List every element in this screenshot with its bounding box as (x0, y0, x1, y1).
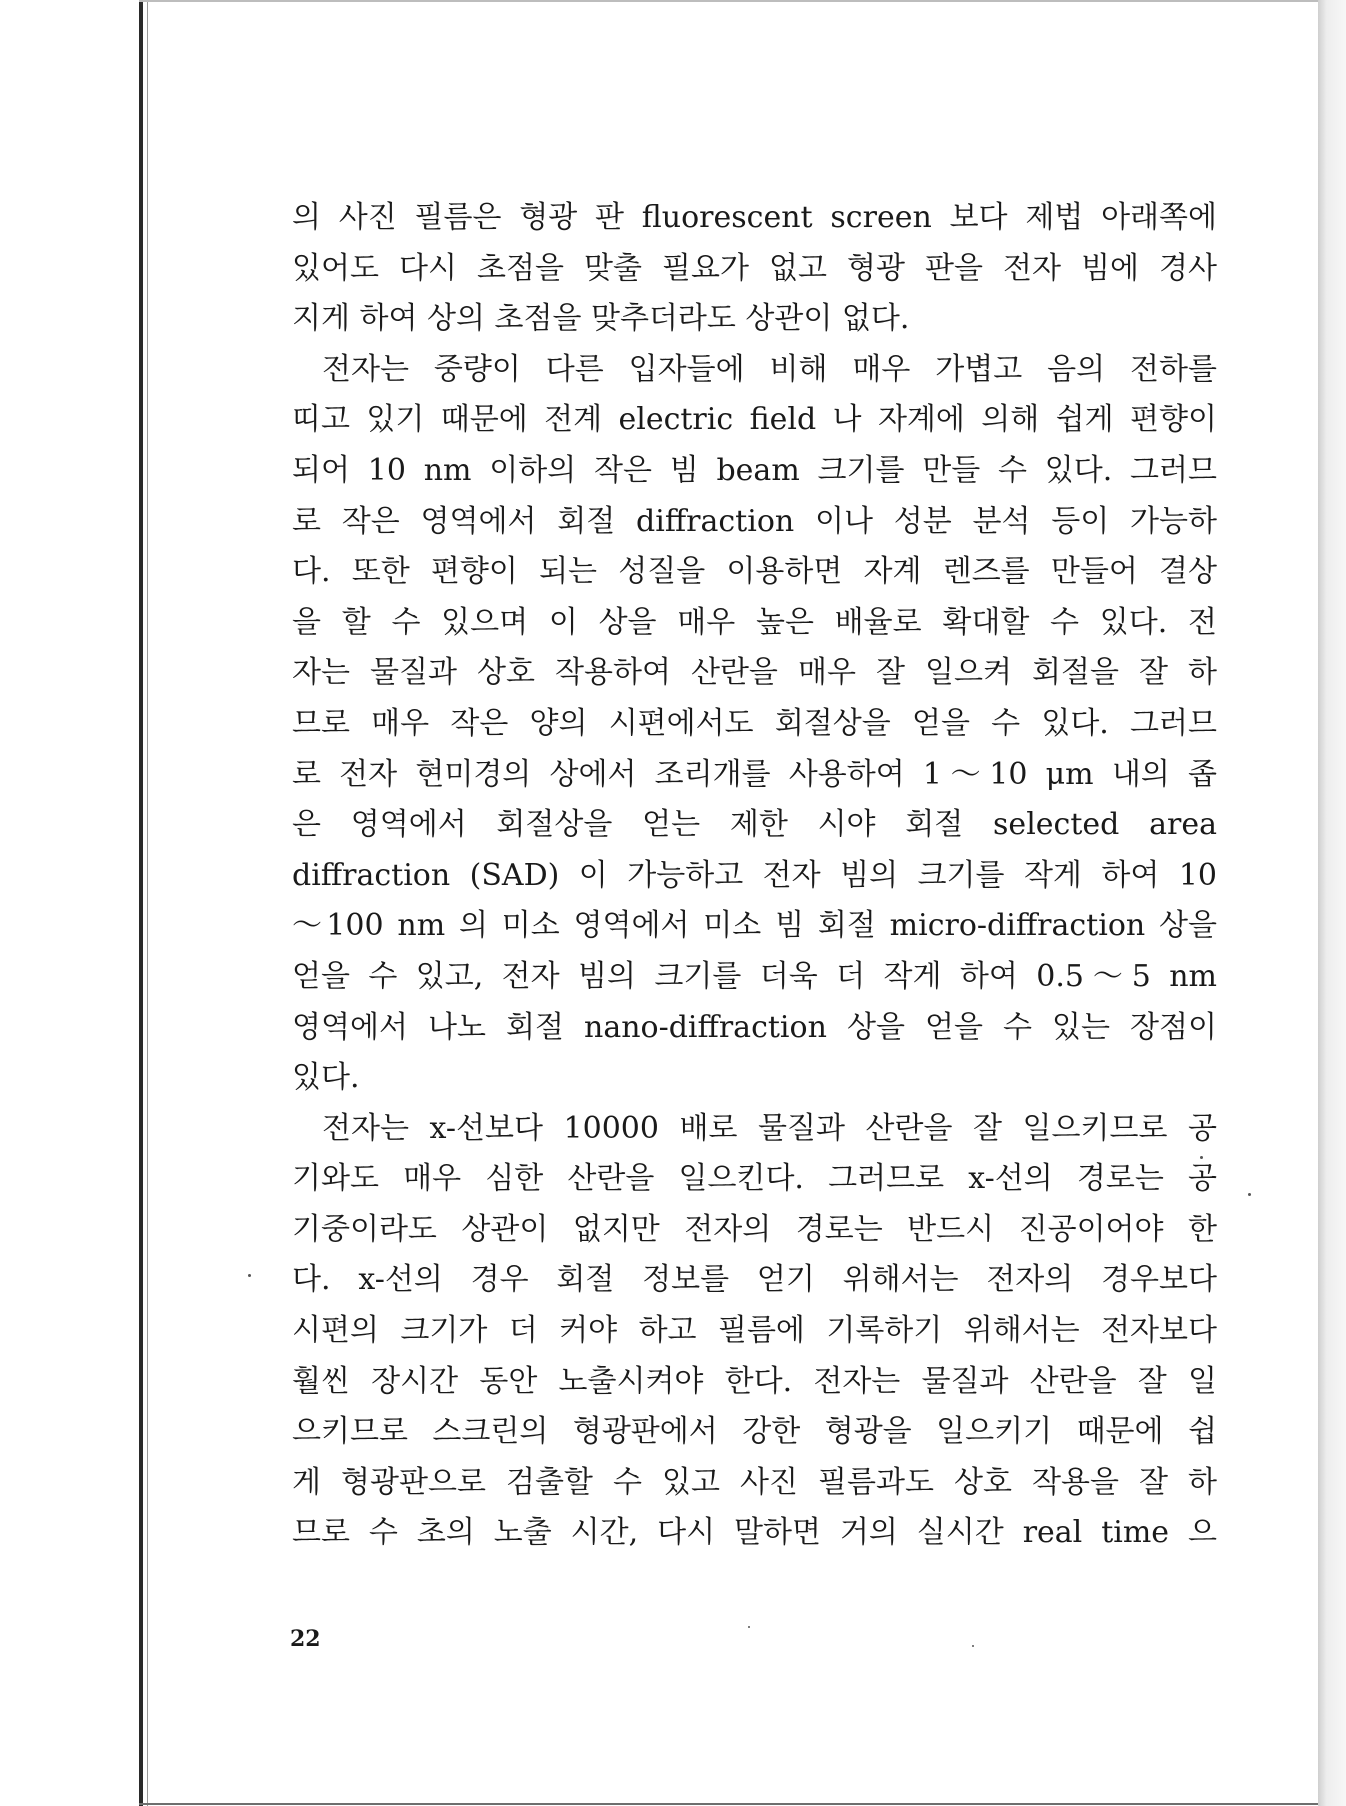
text-line: 기중이라도 상관이 없지만 전자의 경로는 반드시 진공이어야 한 (292, 1211, 1217, 1247)
scan-speck (972, 1645, 974, 1647)
text-line: 으키므로 스크린의 형광판에서 강한 형광을 일으키기 때문에 쉽 (292, 1414, 1217, 1450)
text-line: 훨씬 장시간 동안 노출시켜야 한다. 전자는 물질과 산란을 잘 일 (292, 1363, 1217, 1399)
text-line: 전자는 x-선보다 10000 배로 물질과 산란을 잘 일으키므로 공 (322, 1110, 1217, 1146)
page-bottom-border (139, 1803, 1319, 1805)
text-line: ～100 nm 의 미소 영역에서 미소 빔 회절 micro-diffraction 상을 (292, 908, 1217, 944)
scan-speck (1248, 1193, 1251, 1196)
text-line: 로 작은 영역에서 회절 diffraction 이나 성분 분석 등이 가능하 (292, 503, 1217, 539)
text-line: 있어도 다시 초점을 맞출 필요가 없고 형광 판을 전자 빔에 경사 (292, 250, 1217, 286)
text-line: 로 전자 현미경의 상에서 조리개를 사용하여 1～10 μm 내의 좁 (292, 756, 1217, 792)
text-line: 얻을 수 있고, 전자 빔의 크기를 더욱 더 작게 하여 0.5～5 nm (292, 958, 1217, 994)
text-line: diffraction (SAD) 이 가능하고 전자 빔의 크기를 작게 하여 10 (292, 857, 1217, 893)
page-top-border (139, 0, 1319, 2)
text-line: 되어 10 nm 이하의 작은 빔 beam 크기를 만들 수 있다. 그러므 (292, 452, 1217, 488)
body-text (292, 193, 1217, 1559)
page-left-border (139, 0, 143, 1806)
text-line: 기와도 매우 심한 산란을 일으킨다. 그러므로 x-선의 경로는 공 (292, 1161, 1217, 1197)
text-line: 은 영역에서 회절상을 얻는 제한 시야 회절 selected area (292, 807, 1217, 843)
text-line: 전자는 중량이 다른 입자들에 비해 매우 가볍고 음의 전하를 (322, 351, 1217, 387)
scan-speck (748, 1626, 750, 1628)
text-line: 지게 하여 상의 초점을 맞추더라도 상관이 없다. (292, 301, 910, 337)
text-line: 을 할 수 있으며 이 상을 매우 높은 배율로 확대할 수 있다. 전 (292, 604, 1217, 640)
scan-speck (248, 1274, 251, 1277)
scan-speck (1200, 1156, 1203, 1159)
text-line: 띠고 있기 때문에 전계 electric field 나 자계에 의해 쉽게 편향이 (292, 402, 1217, 438)
text-line: 자는 물질과 상호 작용하여 산란을 매우 잘 일으켜 회절을 잘 하 (292, 655, 1217, 691)
text-line: 다. 또한 편향이 되는 성질을 이용하면 자계 렌즈를 만들어 결상 (292, 554, 1217, 590)
text-line: 므로 수 초의 노출 시간, 다시 말하면 거의 실시간 real time 으 (292, 1515, 1217, 1551)
text-line: 있다. (292, 1060, 360, 1096)
page-right-shadow (1318, 0, 1346, 1806)
text-line: 영역에서 나노 회절 nano-diffraction 상을 얻을 수 있는 장점이 (292, 1009, 1217, 1045)
text-line: 시편의 크기가 더 커야 하고 필름에 기록하기 위해서는 전자보다 (292, 1313, 1217, 1349)
page-number: 22 (290, 1626, 321, 1652)
text-line: 다. x-선의 경우 회절 정보를 얻기 위해서는 전자의 경우보다 (292, 1262, 1217, 1298)
text-line: 게 형광판으로 검출할 수 있고 사진 필름과도 상호 작용을 잘 하 (292, 1464, 1217, 1500)
text-line: 므로 매우 작은 양의 시편에서도 회절상을 얻을 수 있다. 그러므 (292, 705, 1217, 741)
page-left-border-inner (147, 0, 148, 1806)
text-line: 의 사진 필름은 형광 판 fluorescent screen 보다 제법 아래쪽에 (292, 200, 1217, 235)
page-left-margin (0, 0, 145, 1806)
